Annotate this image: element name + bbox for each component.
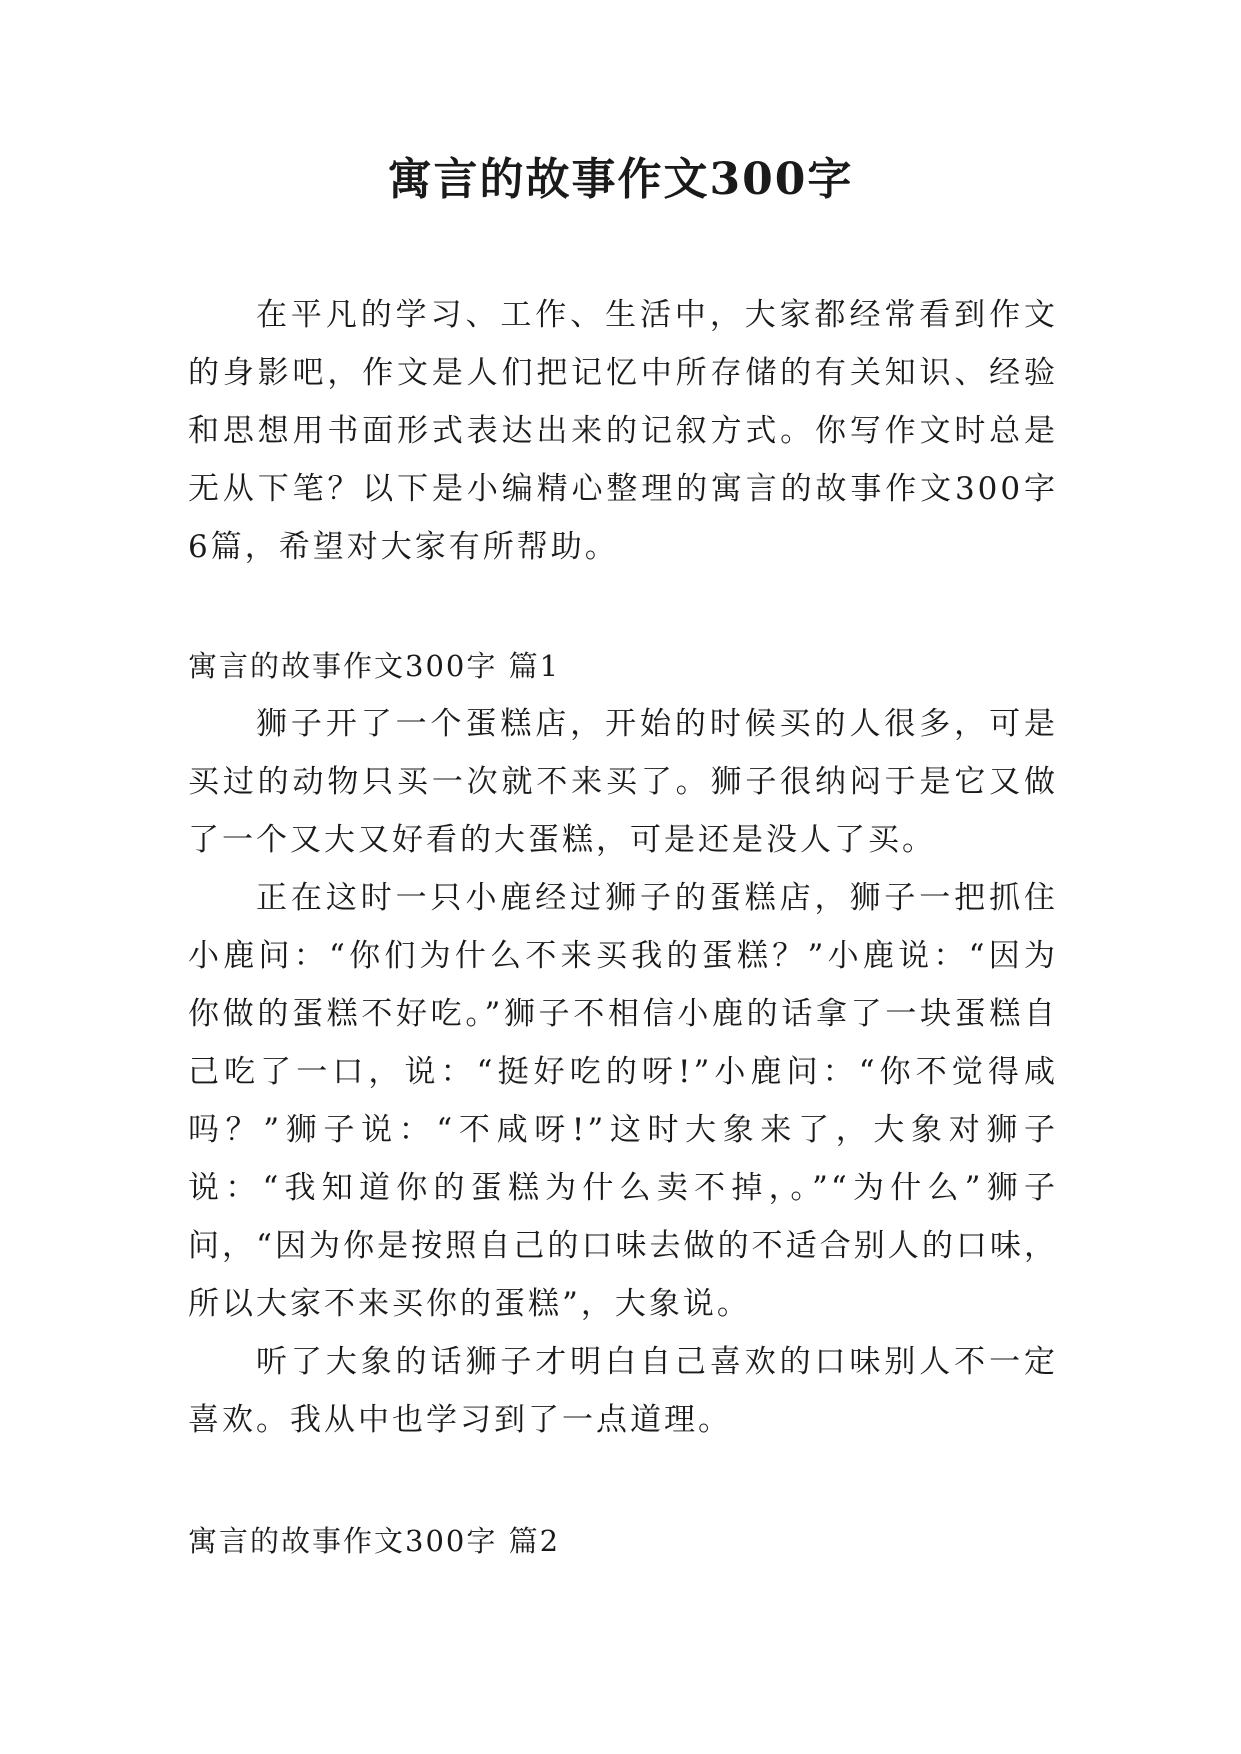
section-1-heading-wrap bbox=[188, 637, 1058, 695]
document-title: 寓言的故事作文300字 bbox=[387, 154, 854, 205]
section-paragraph: 正在这时一只小鹿经过狮子的蛋糕店，狮子一把抓住小鹿问：“你们为什么不来买我的蛋糕？”小鹿说：“因为你做的蛋糕不好吃。”狮子不相信小鹿的话拿了一块蛋糕自己吃了一口，说：“挺好吃的呀!”小鹿问：“你不觉得咸吗？”狮子说：“不咸呀!”这时大象来了，大象对狮子说：“我知道你的蛋糕为什么卖不掉，。”“为什么”狮子问，“因为你是按照自己的口味去做的不适合别人的口味，所以大家不来买你的蛋糕”，大象说。 bbox=[188, 880, 1058, 1322]
section-paragraph: 听了大象的话狮子才明白自己喜欢的口味别人不一定喜欢。我从中也学习到了一点道理。 bbox=[188, 1344, 1058, 1438]
intro-paragraph: 在平凡的学习、工作、生活中，大家都经常看到作文的身影吧，作文是人们把记忆中所存储的有关知识、经验和思想用书面形式表达出来的记叙方式。你写作文时总是无从下笔？以下是小编精心整理的寓言的故事作文300字6篇，希望对大家有所帮助。 bbox=[188, 297, 1058, 565]
section-heading: 寓言的故事作文300字 篇1 bbox=[188, 649, 561, 683]
section-heading: 寓言的故事作文300字 篇2 bbox=[188, 1524, 561, 1558]
section-paragraph: 狮子开了一个蛋糕店，开始的时候买的人很多，可是买过的动物只买一次就不来买了。狮子很纳闷于是它又做了一个又大又好看的大蛋糕，可是还是没人了买。 bbox=[188, 706, 1058, 858]
section-2-heading-wrap bbox=[188, 1512, 1058, 1570]
intro-section bbox=[188, 286, 1058, 576]
section-1-body bbox=[188, 695, 1058, 1449]
